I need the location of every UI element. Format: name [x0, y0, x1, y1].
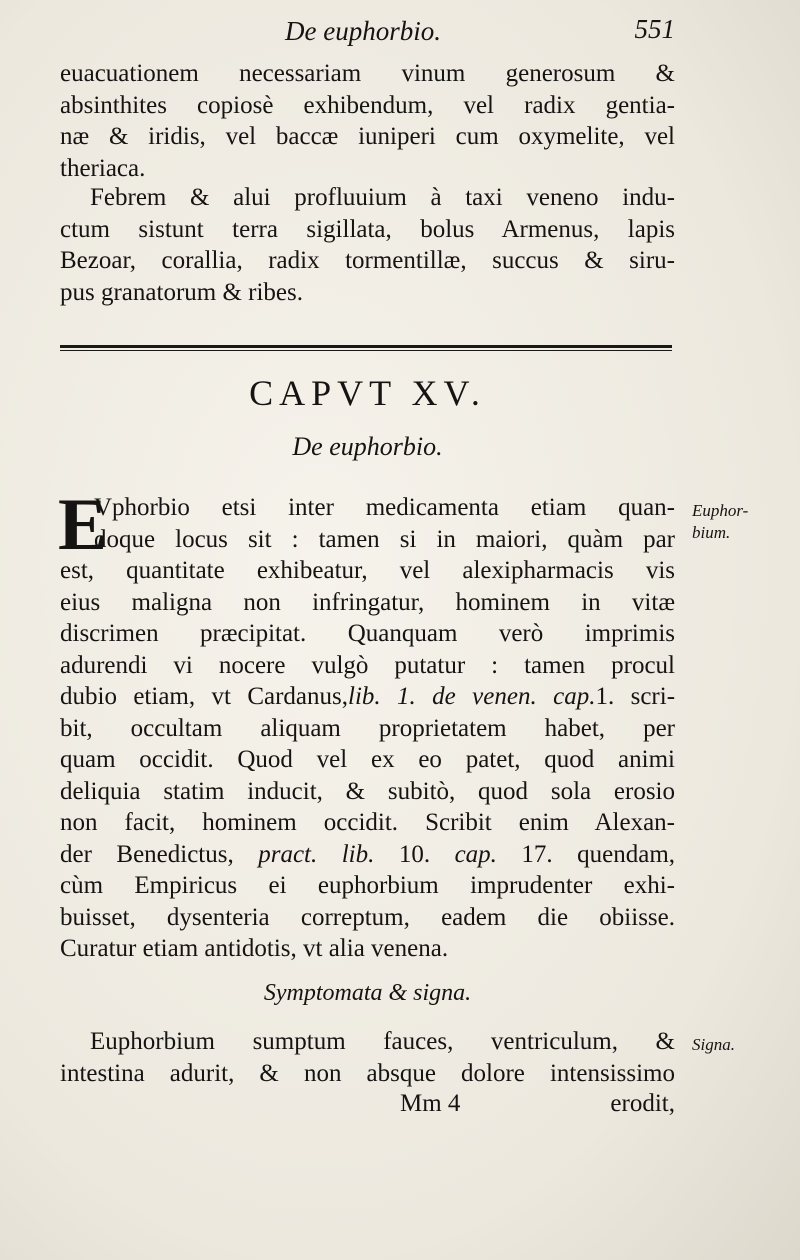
text-line: Vphorbio etsi inter medicamenta etiam quan- — [94, 494, 675, 521]
text-line: Euphorbium sumptum fauces, ventriculum, & — [90, 1028, 675, 1055]
text-line: doque locus sit : tamen si in maiori, quàm par — [94, 525, 675, 553]
main-paragraph — [58, 484, 676, 965]
text-segment: der Benedictus, — [60, 840, 234, 868]
section-heading: Symptomata & signa. — [263, 980, 472, 1006]
text-line: est, quantitate exhibeatur, vel alexipharmacis vis — [60, 557, 675, 584]
catchword: erodit, — [610, 1090, 675, 1117]
text-line: eius maligna non infringatur, hominem in vitæ — [60, 588, 675, 616]
text-line: Febrem & alui profluuium à taxi veneno indu- — [90, 184, 675, 211]
drop-cap: E — [58, 484, 108, 566]
margin-note-signa: Signa. — [692, 1035, 735, 1054]
text-line: absinthites copiosè exhibendum, vel radix gentia- — [60, 91, 675, 119]
signature-mark: Mm 4 — [400, 1090, 461, 1117]
text-line: theriaca. — [60, 154, 146, 182]
text-line: buisset, dysenteria correptum, eadem die obiisse. — [60, 903, 675, 931]
text-segment: 17. quendam, — [521, 840, 676, 868]
text-line: discrimen præcipitat. Quanquam verò imprimis — [60, 620, 675, 647]
second-paragraph — [60, 182, 675, 308]
page-footer — [60, 1090, 675, 1122]
citation: pract. lib. — [258, 840, 375, 868]
text-segment: dubio etiam, vt Cardanus, — [60, 683, 349, 710]
text-line: deliquia statim inducit, & subitò, quod sola erosio — [60, 777, 675, 805]
text-line: bit, occultam aliquam proprietatem habet, per — [60, 714, 675, 742]
text-line: cùm Empiricus ei euphorbium imprudenter exhi- — [60, 872, 675, 899]
text-line: pus granatorum & ribes. — [60, 278, 304, 306]
text-line: Bezoar, corallia, radix tormentillæ, succus & siru- — [60, 247, 675, 274]
chapter-subtitle: De euphorbio. — [292, 432, 443, 461]
text-line: non facit, hominem occidit. Scribit enim Alexan- — [60, 809, 675, 836]
margin-note-line: bium. — [692, 523, 731, 542]
text-line: quam occidit. Quod vel ex eo patet, quod animi — [60, 746, 675, 773]
page-header — [60, 12, 675, 56]
chapter-title: CAPVT XV. — [249, 373, 486, 413]
text-segment: 10. — [398, 840, 431, 868]
final-paragraph — [60, 1026, 675, 1089]
text-line: ctum sistunt terra sigillata, bolus Armenus, lapis — [60, 215, 675, 243]
text-segment: 1. scri- — [595, 683, 676, 710]
chapter-divider-rule — [60, 345, 672, 351]
text-line: intestina adurit, & non absque dolore intensissimo — [60, 1059, 675, 1087]
citation: lib. 1. de venen. cap. — [348, 683, 596, 710]
page-number: 551 — [634, 14, 675, 44]
text-line-benedictus — [60, 839, 675, 871]
text-line: euacuationem necessariam vinum generosum & — [60, 60, 675, 87]
text-line: adurendi vi nocere vulgò putatur : tamen procul — [60, 651, 675, 679]
text-line-cardanus — [60, 681, 675, 713]
margin-note-euphorbium — [692, 500, 748, 544]
citation: cap. — [454, 840, 497, 868]
margin-note-line: Euphor- — [692, 501, 749, 520]
running-head: De euphorbio. — [285, 16, 441, 46]
text-line: næ & iridis, vel baccæ iuniperi cum oxymelite, vel — [60, 123, 675, 150]
text-line: Curatur etiam antidotis, vt alia venena. — [60, 935, 449, 962]
top-paragraph — [60, 58, 675, 184]
